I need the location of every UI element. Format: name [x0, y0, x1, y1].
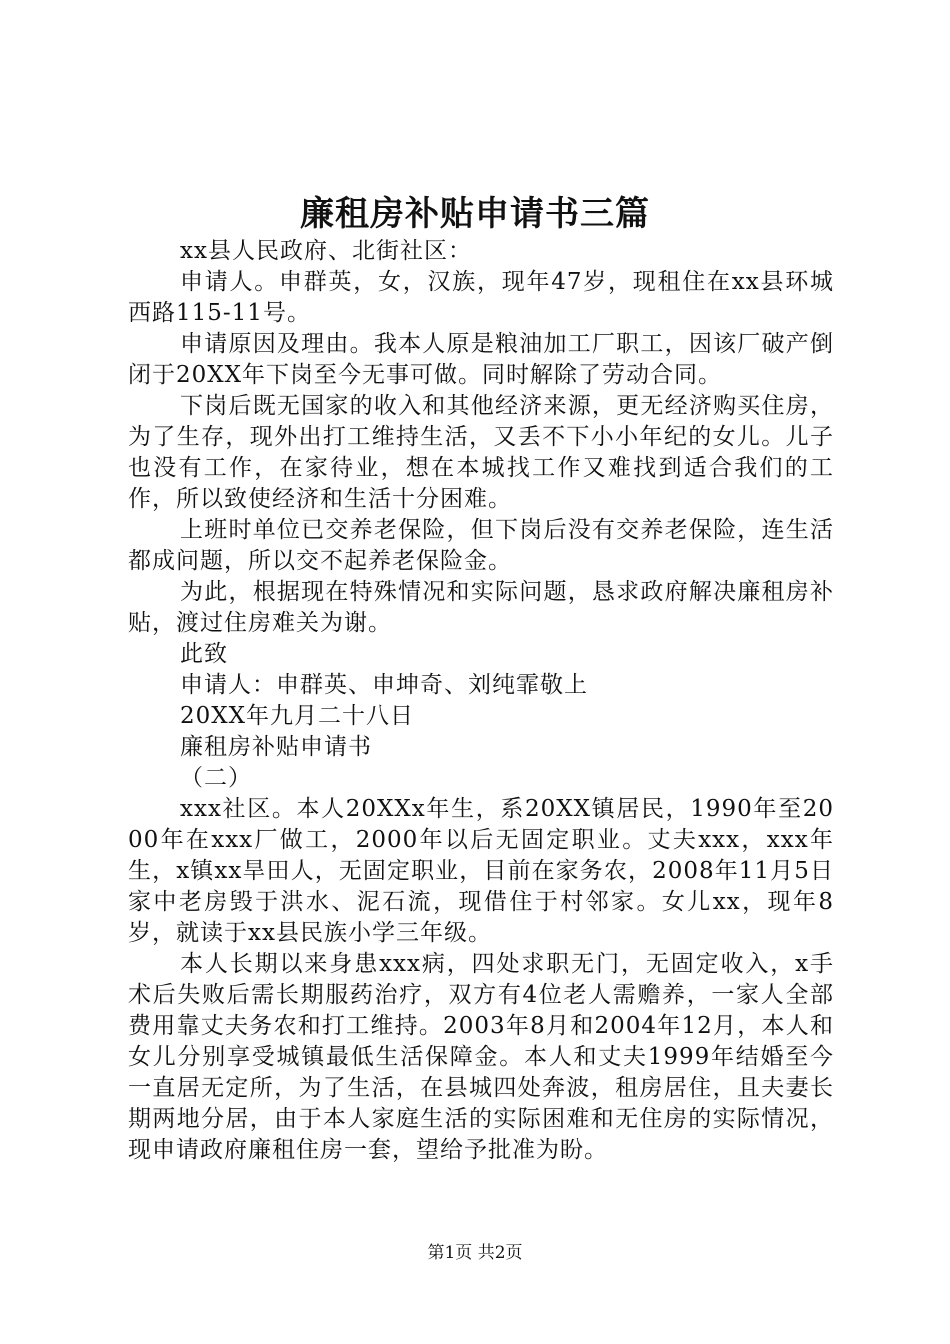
paragraph-insurance: 上班时单位已交养老保险，但下岗后没有交养老保险，连生活都成问题，所以交不起养老保险金。 — [128, 517, 834, 574]
paragraph-hardship: 下岗后既无国家的收入和其他经济来源，更无经济购买住房，为了生存，现外出打工维持生活，又丢不下小小年纪的女儿。儿子也没有工作，在家待业，想在本城找工作又难找到适合我们的工作，所以致使经济和生活十分困难。 — [128, 393, 834, 512]
document-body — [128, 236, 834, 1166]
section-number: （二） — [180, 765, 252, 791]
paragraph-request: 为此，根据现在特殊情况和实际问题，恳求政府解决廉租房补贴，渡过住房难关为谢。 — [128, 579, 834, 636]
signature-line: 申请人：申群英、申坤奇、刘纯霏敬上 — [180, 672, 588, 698]
paragraph-reason: 申请原因及理由。我本人原是粮油加工厂职工，因该厂破产倒闭于20XX年下岗至今无事可做。同时解除了劳动合同。 — [128, 331, 834, 388]
paragraph-illness: 本人长期以来身患xxx病，四处求职无门，无固定收入，x手术后失败后需长期服药治疗，双方有4位老人需赡养，一家人全部费用靠丈夫务农和打工维持。2003年8月和2004年12月，本人和女儿分别享受城镇最低生活保障金。本人和丈夫1999年结婚至今一直居无定所，为了生活，在县城四处奔波，租房居住，且夫妻长期两地分居，由于本人家庭生活的实际困难和无住房的实际情况，现申请政府廉租住房一套，望给予批准为盼。 — [128, 951, 834, 1163]
paragraph-applicant: 申请人。申群英，女，汉族，现年47岁，现租住在xx县环城西路115-11号。 — [128, 269, 834, 326]
date-line: 20XX年九月二十八日 — [180, 703, 415, 729]
paragraph-background: xxx社区。本人20XXx年生，系20XX镇居民，1990年至2000年在xxx厂做工，2000年以后无固定职业。丈夫xxx，xxx年生，x镇xx旱田人，无固定职业，目前在家务农，2008年11月5日家中老房毁于洪水、泥石流，现借住于村邻家。女儿xx，现年8岁，就读于xx县民族小学三年级。 — [128, 796, 834, 946]
page-title: 廉租房补贴申请书三篇 — [300, 194, 650, 234]
salutation: xx县人民政府、北街社区： — [180, 238, 472, 264]
page-footer: 第1页 共2页 — [427, 1243, 523, 1263]
closing-salute: 此致 — [180, 641, 228, 667]
section-title: 廉租房补贴申请书 — [180, 734, 372, 760]
